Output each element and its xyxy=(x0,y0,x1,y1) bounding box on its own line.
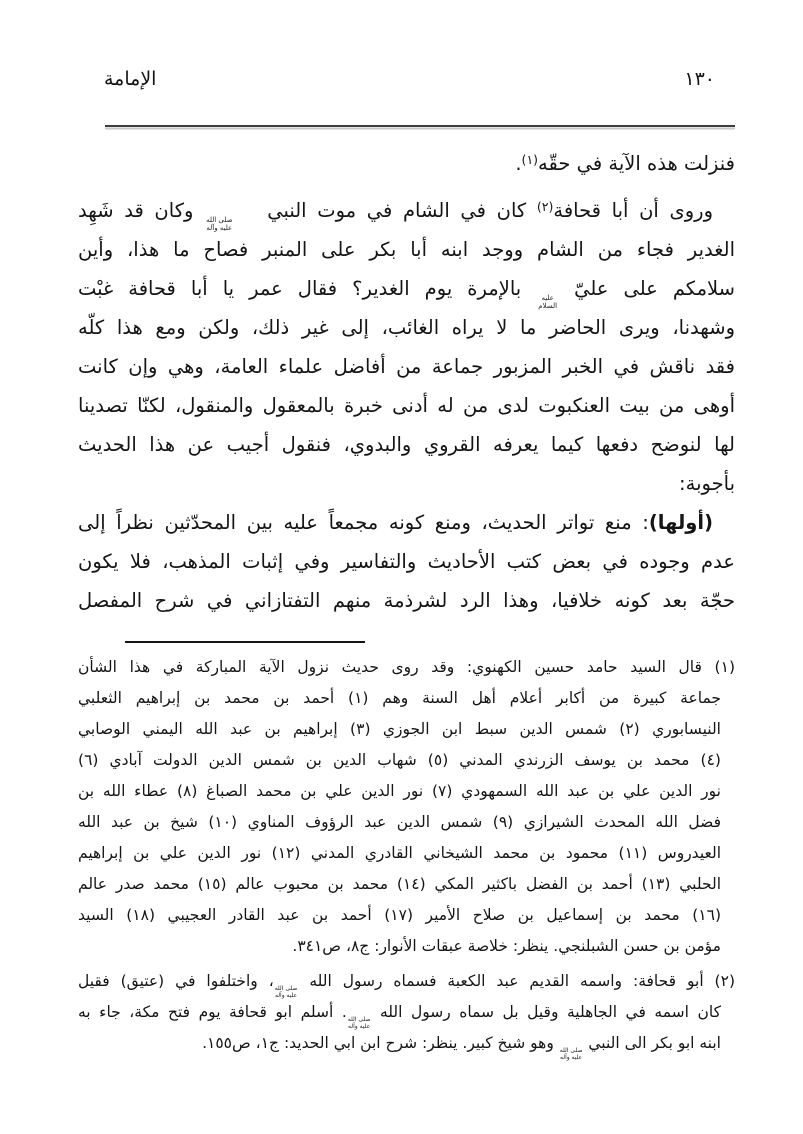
paragraph-first-answer xyxy=(78,503,735,620)
footnote-line: فضل الله المحدث الشيرازي (٩) شمس الدين عبد الرؤوف المناوي (١٠) شيخ بن عبد الله xyxy=(78,813,721,831)
footnotes xyxy=(78,652,735,1059)
body-line: أوهى من بيت العنكبوت لدى من له أدنى خبرة بالمعقول والمنقول، لكنّا تصدينا xyxy=(78,394,735,417)
footnote-line: كان اسمه في الجاهلية وقيل بل سماه رسول الله صلى الله عليه وآله . أسلم ابو قحافة يوم فتح مكة، جاء به xyxy=(78,1003,721,1030)
footnote-line: (١) قال السيد حامد حسين الكهنوي: وقد روى حديث نزول الآية المباركة في هذا الشأن xyxy=(78,658,735,676)
body-line: فقد ناقش في الخبر المزبور جماعة من أفاضل علماء العامة، وهي وإن كانت xyxy=(78,355,735,378)
body-text xyxy=(78,144,735,620)
footnote-1 xyxy=(78,652,735,962)
footnote-line: مؤمن بن حسن الشبلنجي. ينظر: خلاصة عبقات الأنوار: ج٨، ص٣٤١. xyxy=(292,937,721,955)
body-line: الغدير فجاء من الشام ووجد ابنه أبا بكر على المنبر فصاح ما هذا، وأين xyxy=(78,238,735,261)
paragraph-conclusion xyxy=(78,144,735,183)
honorific-saw-icon: صلى الله عليه وآله xyxy=(274,985,298,999)
footnote-line: (٢) أبو قحافة: واسمه القديم عبد الكعبة فسماه رسول الله صلى الله عليه وآله ، واختلفوا في (عتيق) فقيل xyxy=(78,972,735,999)
footnote-2 xyxy=(78,966,735,1059)
honorific-saw-icon: صلى الله عليه وآله xyxy=(347,1016,371,1030)
body-line: فنزلت هذه الآية في حقّه$^{(١)}$. xyxy=(515,152,735,175)
footnote-separator xyxy=(125,641,365,643)
body-line: حجّة بعد كونه خلافيا، وهذا الرد لشرذمة منهم التفتازاني في شرح المفصل xyxy=(78,589,735,612)
body-line: عدم وجوده في بعض كتب الأحاديث والتفاسير وفي إثبات المذهب، فلا يكون xyxy=(78,550,735,573)
honorific-as-icon: عليه السلام xyxy=(538,294,558,310)
footnote-ref: (٢) xyxy=(536,199,554,214)
footnote-ref: (١) xyxy=(521,152,539,167)
body-line: وروى أن أبا قحافة$^{(٢)}$ كان في الشام في موت النبي صلى الله عليه وآله وكان قد شَهِد xyxy=(78,199,713,232)
header-rule xyxy=(105,125,735,127)
footnote-line: الحلبي (١٣) أحمد بن الفضل باكثير المكي (١٤) محمد بن محبوب عالم (١٥) محمد صدر عالم xyxy=(78,875,721,893)
footnote-line: ابنه ابو بكر الى النبي صلى الله عليه وآله وهو شيخ كبير. ينظر: شرح ابن ابي الحديد: ج١، ص١٥٥. xyxy=(202,1034,721,1061)
honorific-saw-icon: صلى الله عليه وآله xyxy=(206,216,233,232)
page-number: ١٣٠ xyxy=(684,68,715,90)
footnote-line: النيسابوري (٢) شمس الدين سبط ابن الجوزي (٣) إبراهيم بن عبد الله اليمني الوصابي xyxy=(78,720,721,738)
footnote-line: العيدروس (١١) محمود بن محمد الشيخاني القادري المدني (١٢) نور الدين علي بن إبراهيم xyxy=(78,844,722,862)
paragraph-abu-quhafa-story xyxy=(78,191,735,503)
body-line: سلامكم على عليّ عليه السلام بالإمرة يوم الغدير؟ فقال عمر يا أبا قحافة غبْت xyxy=(78,277,735,310)
body-line: وشهدنا، ويرى الحاضر ما لا يراه الغائب، إلى غير ذلك، ولكن ومع هذا كلّه xyxy=(78,316,735,339)
footnote-line: جماعة كبيرة من أكابر أعلام أهل السنة وهم (١) أحمد بن محمد بن إبراهيم الثعلبي xyxy=(78,689,721,707)
running-title: الإمامة xyxy=(104,68,157,90)
body-line: بأجوبة: xyxy=(679,472,735,495)
footnote-line: (٤) محمد بن يوسف الزرندي المدني (٥) شهاب الدين بن شمس الدين الدولت آبادي (٦) xyxy=(78,751,721,769)
body-line: لها لنوضح دفعها كيما يعرفه القروي والبدوي، فنقول أجيب عن هذا الحديث xyxy=(78,433,735,456)
body-line: (أولها): منع تواتر الحديث، ومنع كونه مجمعاً عليه بين المحدّثين نظراً إلى xyxy=(78,511,713,534)
honorific-saw-icon: صلى الله عليه وآله xyxy=(559,1047,583,1061)
footnote-line: (١٦) محمد بن إسماعيل بن صلاح الأمير (١٧) أحمد بن عبد القادر العجيبي (١٨) السيد xyxy=(78,906,721,924)
footnote-line: نور الدين علي بن عبد الله السمهودي (٧) نور الدين علي بن محمد الصباغ (٨) عطاء الله بن xyxy=(78,782,721,800)
